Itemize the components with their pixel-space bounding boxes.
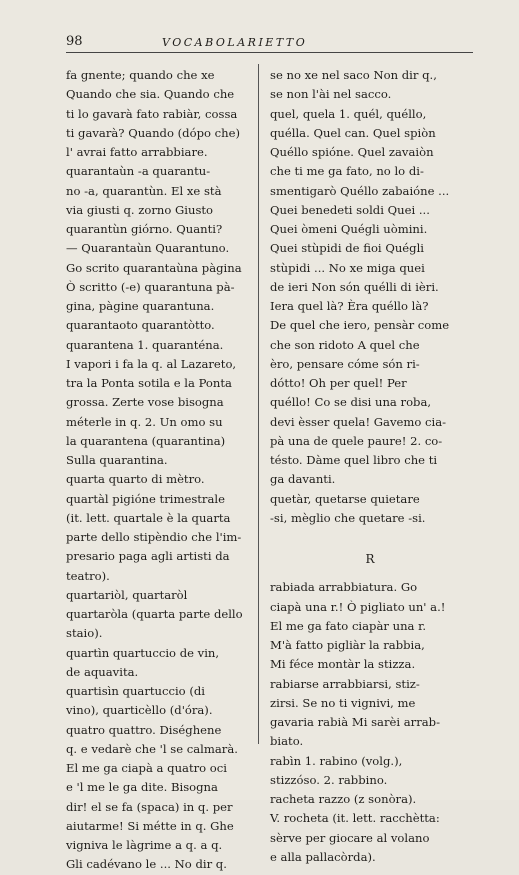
entry-line: stùpidi ... No xe miga quei (270, 260, 425, 275)
entry-headline: quartàl pigióne trimestrale (66, 491, 225, 506)
entry-headline: racheta razzo (z sonòra). (270, 792, 417, 806)
entry-line: via giusti q. zorno Giusto (66, 202, 214, 217)
entry-line: pà una de quele paure! 2. co- (270, 433, 443, 448)
entry-line: Quei benedeti soldi Quei ... (270, 202, 430, 217)
dictionary-entry (66, 682, 246, 721)
entry-headline: quatro quattro. Diséghene (66, 722, 222, 737)
dictionary-entry (270, 790, 470, 867)
entry-line: aiutarme! Si métte in q. Ghe (66, 818, 234, 833)
entry-headline: quartìn quartuccio de vin, (66, 645, 220, 660)
entry-line: se non l'ài nel sacco. (270, 87, 392, 102)
entry-headline: fa gnente; quando che xe (66, 68, 215, 82)
entry-headline: quartariòl, quartaròl (66, 587, 188, 602)
entry-line: El me ga fato ciapàr una r. (270, 618, 427, 633)
entry-line: quéllo! Co se disi una roba, (270, 395, 432, 410)
entry-line: e 'l me le ga dite. Bisogna (66, 780, 218, 795)
entry-line: quarantùn giórno. Quanti? (66, 222, 223, 236)
entry-headline: quartisìn quartuccio (di (66, 684, 206, 698)
page-header (66, 34, 473, 53)
entry-line: Iera quel là? Èra quéllo là? (270, 299, 429, 313)
entry-line: q. e vedarè che 'l se calmarà. (66, 741, 238, 756)
entry-line: V. rocheta (it. lett. racchètta: (270, 811, 440, 826)
entry-line: Sulla quarantina. (66, 453, 168, 467)
entry-line: la quarantena (quarantina) (66, 433, 226, 448)
entry-line: che son ridoto A quel che (270, 337, 420, 352)
entry-line: staio). (66, 626, 103, 641)
entry-line: El me ga ciapà a quatro oci (66, 761, 227, 775)
dictionary-entry (270, 105, 470, 490)
right-column (270, 66, 470, 867)
entry-line: tésto. Dàme quel libro che ti (270, 453, 438, 467)
entry-line: M'à fatto pigliàr la rabbia, (270, 638, 425, 652)
dictionary-entry (270, 578, 470, 674)
dictionary-entry (270, 66, 470, 105)
entry-line: no -a, quarantùn. El xe stà (66, 183, 222, 198)
entry-line: dir! el se fa (spaca) in q. per (66, 799, 233, 814)
dictionary-entry (270, 490, 470, 529)
entry-line: Quei stùpidi de fioi Quégli (270, 241, 424, 256)
section-letter: R (365, 552, 375, 566)
page-number: 98 (66, 34, 83, 49)
entry-line: ga davanti. (270, 472, 336, 487)
entry-line: gavaria rabià Mi sarèi arrab- (270, 715, 440, 729)
left-column (66, 66, 246, 875)
dictionary-entry (66, 470, 246, 489)
entry-headline: quetàr, quetarse quietare (270, 491, 420, 506)
entry-line: ti lo gavarà fato rabiàr, cossa (66, 106, 238, 121)
entry-line: vino), quarticèllo (d'óra). (66, 703, 213, 718)
entry-line: grossa. Zerte vose bisogna (66, 395, 224, 410)
entry-line: quélla. Quel can. Quel spiòn (270, 125, 436, 140)
entry-line: èro, pensare cóme són ri- (270, 356, 420, 371)
entry-line: sèrve per giocare al volano (270, 830, 430, 845)
dictionary-entry (66, 316, 246, 335)
column-divider (258, 64, 259, 744)
entry-line: vigniva le làgrime a q. a q. (66, 838, 223, 852)
entry-headline: quarantena 1. quaranténa. (66, 337, 224, 352)
dictionary-entry (270, 675, 470, 752)
entry-line: smentigarò Quéllo zabaióne ... (270, 183, 450, 198)
entry-headline: quarantaùn -a quarantu- (66, 164, 211, 179)
entry-line: Go scrito quarantaùna pàgina (66, 260, 242, 275)
dictionary-entry (66, 336, 246, 471)
section-gap (270, 528, 470, 542)
entry-line: Quéllo spióne. Quel zavaiòn (270, 145, 434, 159)
right-entries-r (270, 578, 470, 867)
entry-headline: rabiarse arrabbiarsi, stiz- (270, 676, 420, 691)
entry-line: l' avrai fatto arrabbiare. (66, 145, 208, 159)
entry-line: Gli cadévano le ... No dir q. (66, 857, 227, 872)
running-title: VOCABOLARIETTO (162, 36, 308, 49)
entry-line: teatro). (66, 568, 110, 583)
entry-headline: rabiada arrabbiatura. Go (270, 580, 418, 595)
entry-line: tra la Ponta sotila e la Ponta (66, 376, 232, 390)
entry-line: presario paga agli artisti da (66, 549, 230, 564)
entry-line: méterle in q. 2. Un omo su (66, 414, 223, 429)
dictionary-entry (66, 644, 246, 683)
entry-line: de aquavita. (66, 664, 139, 679)
entry-line: De quel che iero, pensàr come (270, 318, 450, 333)
entry-line: devi èsser quela! Gavemo cia- (270, 414, 447, 429)
dictionary-entry (66, 586, 246, 644)
entry-line: Mi féce montàr la stizza. (270, 657, 416, 672)
entry-line: zirsi. Se no ti vignivi, me (270, 695, 416, 710)
entry-line: -si, mèglio che quetare -si. (270, 510, 426, 525)
entry-line: (it. lett. quartale è la quarta (66, 510, 231, 525)
right-entries-q (270, 66, 470, 528)
left-entries (66, 66, 246, 875)
entry-line: stizzóso. 2. rabbino. (270, 772, 388, 787)
dictionary-entry (270, 752, 470, 791)
entry-line: gina, pàgine quarantuna. (66, 299, 215, 313)
entry-headline: quarantaoto quarantòtto. (66, 318, 215, 333)
entry-line: de ieri Non són quélli di ièri. (270, 279, 439, 294)
entry-line: Ò scritto (-e) quarantuna pà- (66, 279, 235, 294)
entry-headline: quel, quela 1. quél, quéllo, (270, 106, 427, 121)
entry-line: ciapà una r.! Ò pigliato un' a.! (270, 599, 446, 614)
entry-headline: rabìn 1. rabino (volg.), (270, 753, 403, 768)
entry-line: biato. (270, 734, 304, 749)
entry-line: dótto! Oh per quel! Per (270, 376, 407, 390)
entry-line: parte dello stipèndio che l'im- (66, 530, 242, 544)
dictionary-entry (66, 162, 246, 316)
entry-headline: quarta quarto di mètro. (66, 472, 205, 487)
dictionary-entry (66, 490, 246, 586)
entry-line: Quei òmeni Quégli uòmini. (270, 222, 428, 236)
dictionary-entry (66, 66, 246, 162)
entry-line: quartaròla (quarta parte dello (66, 607, 243, 621)
dictionary-entry (66, 721, 246, 875)
entry-line: ti gavarà? Quando (dópo che) (66, 125, 240, 140)
entry-line: che ti me ga fato, no lo di- (270, 164, 424, 179)
entry-line: e alla pallacòrda). (270, 849, 376, 864)
entry-line: Quando che sia. Quando che (66, 87, 235, 102)
entry-headline: se no xe nel saco Non dir q., (270, 68, 437, 82)
entry-line: I vapori i fa la q. al Lazareto, (66, 356, 237, 371)
entry-line: — Quarantaùn Quarantuno. (66, 241, 230, 256)
